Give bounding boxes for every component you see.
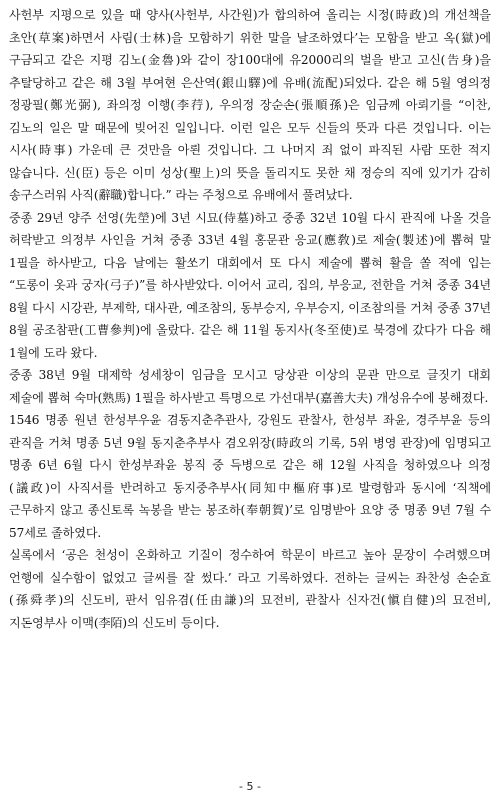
paragraph-exile: 사헌부 지평으로 있을 때 양사(사헌부, 사간원)가 합의하여 올리는 시정(時政)의 개선책을 초안(草案)하면서 사림(士林)을 모함하기 위한 말을 날조하였다’는 모함을 받고 옥(獄)에 구금되고 같은 지평 김노(金魯)와 같이 장100대에 유2000리의 벌을 받고 고신(告身)을 추탈당하고 같은 해 3월 부여현 은산역(銀山驛)에 유배(流配)되었다. 같은 해 5월 영의정 정광필(鄭光弼), 좌의정 이행(李荇), 우의정 장순손(張順孫)은 임금께 아뢰기를 “이찬, 김노의 일은 말 때문에 빚어진 일입니다. 이런 일은 모두 신들의 뜻과 다른 것입니다. 이는 시사(時事) 가운데 큰 것만을 아뢴 것입니다. 그 나머지 죄 없이 파직된 사람 또한 적지 않습니다. 신(臣) 등은 이미 성상(聖上)의 뜻을 돌리지도 못한 채 정승의 직에 있기가 감히 송구스러워 사직(辭職)합니다.” 라는 주청으로 유배에서 풀려났다. (9, 8, 491, 202)
paragraph-kaesong: 중종 38년 9월 대제학 성세창이 임금을 모시고 당상관 이상의 문관 만으로 글짓기 대회 제술에 뽑혀 숙마(熟馬) 1필을 하사받고 특명으로 가선대부(嘉善大夫) 개성유수에 봉해졌다. (9, 368, 491, 405)
page-number: - 5 - (239, 780, 261, 793)
body-text (9, 4, 491, 634)
paragraph-reinstatement: 중종 29년 양주 선영(先塋)에 3년 시묘(侍墓)하고 중종 32년 10월 다시 관직에 나올 것을 허락받고 의정부 사인을 거쳐 중종 33년 4월 홍문관 응교(應敎)로 제술(製述)에 뽑혀 말 1필을 하사받고, 다음 날에는 활쏘기 대회에서 또 다시 제술에 뽑혀 활을 쏠 적에 입는 “도롱이 옷과 궁자(弓子)”를 하사받았다. 이어서 교리, 집의, 부응교, 전한을 거쳐 중종 34년 8월 다시 시강관, 부제학, 대사관, 예조참의, 동부승지, 우부승지, 이조참의를 거쳐 중종 37년 8월 공조참판(工曹參判)에 올랐다. 같은 해 11월 동지사(冬至使)로 북경에 갔다가 다음 해 1월에 도라 왔다. (9, 210, 491, 360)
paragraph-legacy: 실록에서 ‘공은 천성이 온화하고 기질이 정수하여 학문이 바르고 높아 문장이 수려했으며 언행에 실수함이 없었고 글씨를 잘 썼다.’ 라고 기록하였다. 전하는 글씨는 좌찬성 손순효(孫舜孝)의 신도비, 판서 임유겸(任由謙)의 묘전비, 관찰사 신자건(愼自健)의 묘전비, 지돈영부사 이맥(李陌)의 신도비 등이다. (9, 548, 491, 630)
paragraph-later-career: 1546 명종 원년 한성부우윤 겸동지춘추관사, 강원도 관찰사, 한성부 좌윤, 경주부윤 등의 관직을 거쳐 명종 5년 9월 동지춘추부사 겸오위장(時政의 기록, 5위 병영 관장)에 임명되고 명종 6년 6월 다시 한성부좌윤 봉직 중 득병으로 같은 해 12월 사직을 청하였으나 의정(議政)이 사직서를 반려하고 동지중추부사(同知中樞府事)로 발령함과 동시에 ‘직책에 근무하지 않고 종신토록 녹봉을 받는 봉조하(奉朝賀)’로 임명받아 요양 중 명종 9년 7월 수 57세로 졸하였다. (9, 413, 491, 540)
